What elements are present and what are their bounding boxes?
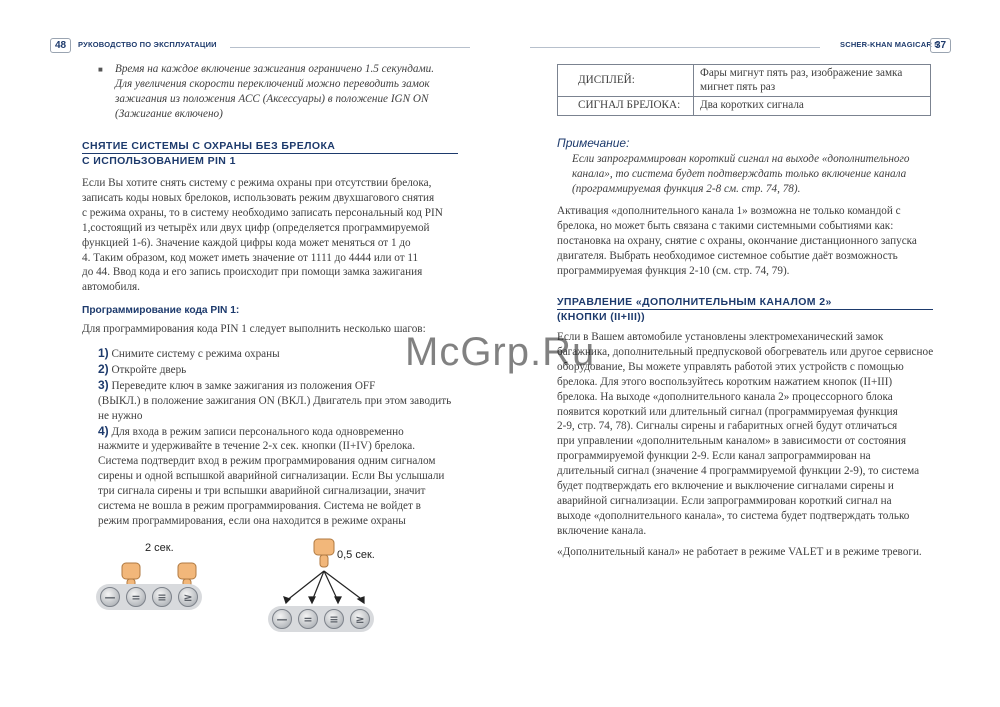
step-text: (ВЫКЛ.) в положение зажигания ON (ВКЛ.) Двигатель при этом заводить [98,394,452,407]
steps-list [98,346,451,529]
section-title-pin1-line2: С ИСПОЛЬЗОВАНИЕМ PIN 1 [82,155,236,167]
table-cell-label: СИГНАЛ БРЕЛОКА: [558,97,694,116]
table-row [558,97,931,116]
note-line: (программируемая функция 2-8 см. стр. 74, 78). [572,182,801,195]
step-text: не нужно [98,409,143,422]
step-text: режим программирования, если она находится в режиме охраны [98,514,406,527]
table-value-line: Фары мигнут пять раз, изображение замка [700,67,903,79]
step-number: 4) [98,423,109,438]
text-line: записать коды новых брелоков, использовать режим двухшагового снятия [82,191,435,204]
step-text: сирены и одной вспышкой аварийной сигнализации. Если Вы услышали [98,470,445,483]
figure-caption-05sec: 0,5 сек. [337,549,375,561]
text-line: постановка на охрану, снятие с охраны, окончание дистанционного запуска [557,234,917,247]
section-rule [82,153,458,154]
keyfob-button-iv[interactable]: ≥ [350,609,370,629]
step-item [98,346,451,362]
text-line: аварийной сигнализации. Если запрограммирован короткий сигнал на [557,494,892,507]
text-line: брелока. На выходе «дополнительного канала 2» процессорного блока [557,390,893,403]
page-number-left: 48 [50,38,71,53]
text-line: длительный сигнал (значение 4 программируемой функции 2-9), то система [557,465,920,478]
control-paragraph [557,330,933,539]
text-line: с режима охраны, то в систему необходимо записать персональный код PIN [82,206,443,219]
table-cell-label: ДИСПЛЕЙ: [558,65,694,97]
step-text: нажмите и удерживайте в течение 2-х сек. кнопки (II+IV) брелока. [98,440,416,453]
keyfob-button-iii[interactable]: ≡ [152,587,172,607]
activation-paragraph [557,204,917,279]
header-title-right: SCHER-KHAN MAGICAR 5 [840,40,939,49]
section-title-channel2-line2: (КНОПКИ (II+III)) [557,311,646,323]
keyfob-button-ii[interactable]: = [126,587,146,607]
keyfob-button-ii[interactable]: = [298,609,318,629]
text-line: функцией 1-6). Значение каждой цифры кода может меняться от 1 до [82,236,411,249]
text-line: до 44. Ввод кода и его запись происходит при помощи замка зажигания [82,266,423,279]
text-line: автомобиля. [82,281,140,294]
status-table [557,64,931,116]
text-line: багажника, дополнительный предпусковой обогреватель или другое сервисное [557,345,934,358]
text-line: 2-9, стр. 74, 78). Сигналы сирены и габаритных огней будут отличаться [557,420,898,433]
text-line: при управлении «дополнительным каналом» в зависимости от состояния [557,435,907,448]
text-line: 1,состоящий из четырёх или двух цифр (определяется программируемой [82,221,430,234]
step-number: 2) [98,361,109,376]
arrow-fan-icon [270,535,380,607]
note-line: канала», то система будет подтверждать только включение канала [572,167,907,180]
text-line: программируемой функции 2-9. Если канал запрограммирован на [557,450,871,463]
step-number: 3) [98,377,109,392]
table-cell-value [694,65,931,97]
note-title: Примечание: [557,136,630,150]
bullet-note-line: зажигания из положения АСС (Аксессуары) в положение IGN ON [115,92,429,105]
table-cell-value: Два коротких сигнала [694,97,931,116]
text-line: брелока, но может быть связана с такими системными событиями как: [557,219,894,232]
intro-paragraph [82,176,443,295]
step-text: Система подтвердит вход в режим программирования одним сигналом [98,455,436,468]
text-line: программируемая функция 2-10 (см. стр. 74, 79). [557,264,790,277]
table-value-line: мигнет пять раз [700,80,776,93]
keyfob-buttons-2 [268,606,374,632]
section-title-channel2: УПРАВЛЕНИЕ «ДОПОЛНИТЕЛЬНЫМ КАНАЛОМ 2» [557,296,832,308]
valet-paragraph: «Дополнительный канал» не работает в режиме VALET и в режиме тревоги. [557,546,922,558]
bullet-marker: ■ [98,65,103,74]
header-rule-right [530,47,820,48]
section-title-pin1: СНЯТИЕ СИСТЕМЫ С ОХРАНЫ БЕЗ БРЕЛОКА [82,140,336,152]
text-line: будет подтверждать его включение и выключение сигналами сирены и [557,480,894,493]
step-number: 1) [98,346,109,360]
bullet-note [115,62,434,122]
header-title-left: РУКОВОДСТВО ПО ЭКСПЛУАТАЦИИ [78,40,217,49]
text-line: 4. Таким образом, код может иметь значение от 1111 до 4444 или от 11 [82,251,419,264]
table-row [558,65,931,97]
text-line: брелока. Для этого воспользуйтесь коротким нажатием кнопок (II+III) [557,375,893,388]
step-text: Для входа в режим записи персонального кода одновременно [111,425,404,438]
text-line: включение канала. [557,524,647,537]
keyfob-button-i[interactable]: — [272,609,292,629]
subsection-title: Программирование кода PIN 1: [82,305,240,316]
step-text: Переведите ключ в замке зажигания из положения OFF [111,379,376,392]
note-line: Если запрограммирован короткий сигнал на выходе «дополнительного [572,153,910,165]
text-line: двигателя. Выбрать необходимое системное событие даёт возможность [557,249,898,262]
keyfob-button-i[interactable]: — [100,587,120,607]
keyfob-buttons-1 [96,584,202,610]
text-line: выходе «дополнительного канала», то система будет подтверждать только [557,509,910,522]
step-text: Снимите систему с режима охраны [111,348,280,360]
keyfob-button-iii[interactable]: ≡ [324,609,344,629]
bullet-note-line: Для увеличения скорости переключений можно переводить замок [115,77,430,90]
text-line: Активация «дополнительного канала 1» возможна не только командой с [557,205,901,217]
bullet-note-line: Время на каждое включение зажигания ограничено 1.5 секундами. [115,63,434,75]
watermark: McGrp.Ru [405,330,596,374]
bullet-note-line: (Зажигание включено) [115,107,223,120]
note-text [572,152,909,197]
step-text: Откройте дверь [111,363,187,376]
step-item [98,424,451,440]
header-rule-left [230,47,470,48]
section-rule [557,309,933,310]
step-item [98,362,451,378]
keyfob-button-iv[interactable]: ≥ [178,587,198,607]
figure-caption-2sec: 2 сек. [145,542,174,554]
step-text: три сигнала сирены и три вспышки аварийной сигнализации, значит [98,485,426,498]
page-number-right: 37 [930,38,951,53]
text-line: Если Вы хотите снять систему с режима охраны при отсутствии брелока, [82,177,432,189]
step-text: система не вошла в режим программирования. Система не войдет в [98,500,421,513]
text-line: оборудование, Вы можете управлять работой этих устройств с помощью [557,360,904,373]
step-item [98,378,451,394]
subsection-intro: Для программирования кода PIN 1 следует выполнить несколько шагов: [82,323,426,335]
text-line: Если в Вашем автомобиле установлены электромеханический замок [557,331,884,343]
text-line: появится короткий или длительный сигнал (программируемая функция [557,405,898,418]
